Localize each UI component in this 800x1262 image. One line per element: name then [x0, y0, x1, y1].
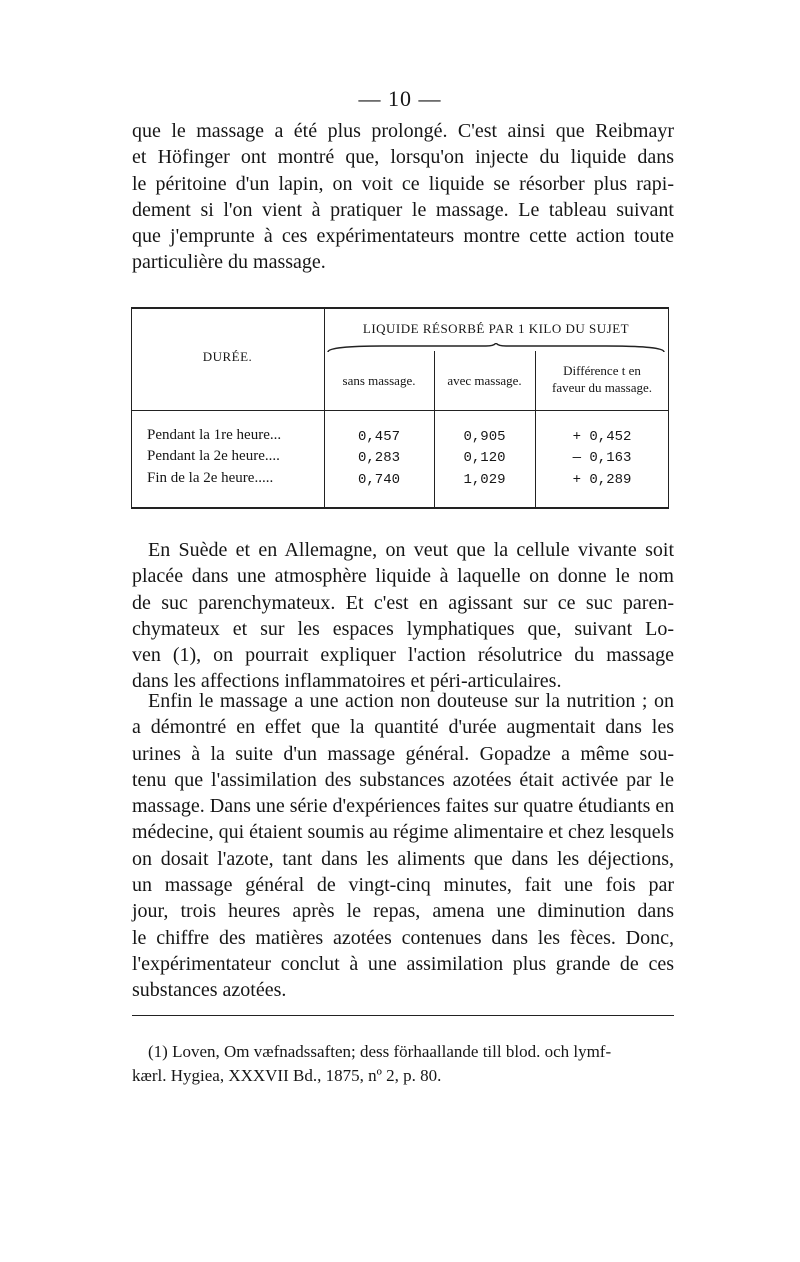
paragraph-1 — [132, 118, 674, 276]
header-brace — [326, 343, 666, 353]
footnote-line: (1) Loven, Om væfnadssaften; dess förhaallande till blod. och lymf- — [148, 1042, 612, 1061]
cell-avec: 1,029 — [463, 472, 506, 488]
table-row-label: Fin de la 2e heure..... — [147, 470, 274, 486]
text-line: le péritoine d'un lapin, on voit ce liquide se résorber plus rapi- — [132, 172, 674, 195]
table-row-label: Pendant la 1re heure... — [147, 427, 282, 443]
cell-avec: 0,120 — [463, 450, 506, 466]
text-line: a démontré en effet que la quantité d'urée augmentait dans les — [132, 716, 674, 739]
text-line: médecine, qui étaient soumis au régime alimentaire et chez lesquels — [132, 821, 675, 844]
cell-sans: 0,457 — [357, 429, 400, 445]
header-difference-line2: faveur du massage. — [552, 380, 652, 395]
text-line: particulière du massage. — [132, 251, 326, 274]
cell-avec: 0,905 — [463, 429, 506, 445]
header-main: LIQUIDE RÉSORBÉ PAR 1 KILO DU SUJET — [362, 321, 630, 336]
page-number: — 10 — — [358, 86, 442, 111]
cell-sans: 0,283 — [357, 450, 400, 466]
footnote-line: kærl. Hygiea, XXXVII Bd., 1875, nº 2, p. 80. — [132, 1066, 442, 1085]
text-line: que j'emprunte à ces expérimentateurs montre cette action toute — [132, 225, 674, 248]
text-line: placée dans une atmosphère liquide à laquelle on donne le nom — [132, 565, 674, 588]
table-left-border — [131, 307, 132, 509]
table-rule-header — [131, 410, 669, 411]
header-difference-line1: Différence t en — [563, 363, 641, 378]
footnote-separator — [132, 1015, 674, 1016]
paragraph-2 — [132, 537, 674, 695]
cell-diff: + 0,289 — [572, 472, 632, 488]
text-line: Enfin le massage a une action non douteuse sur la nutrition ; on — [148, 690, 674, 712]
text-line: massage. Dans une série d'expériences faites sur quatre étudiants en — [132, 795, 675, 818]
table-rule-top — [131, 307, 669, 309]
text-line: que le massage a été plus prolongé. C'est ainsi que Reibmayr — [132, 120, 674, 142]
text-line: de suc parenchymateux. Et c'est en agissant sur ce suc paren- — [132, 591, 674, 614]
header-avec-massage: avec massage. — [447, 373, 522, 388]
header-difference — [535, 362, 669, 396]
header-sans-massage: sans massage. — [342, 373, 416, 388]
footnote — [132, 1040, 674, 1088]
text-line: urines à la suite d'un massage général. Gopadze a même sou- — [132, 742, 674, 765]
text-line: dans les affections inflammatoires et péri-articulaires. — [132, 670, 562, 693]
cell-diff: + 0,452 — [572, 429, 632, 445]
header-duration: DURÉE. — [202, 349, 253, 364]
text-line: on dosait l'azote, tant dans les aliments que dans les déjections, — [132, 847, 674, 870]
text-line: dement si l'on vient à pratiquer le massage. Le tableau suivant — [132, 198, 674, 221]
text-line: et Höfinger ont montré que, lorsqu'on injecte du liquide dans — [132, 146, 674, 169]
table-rule-bottom — [131, 507, 669, 509]
cell-diff: — 0,163 — [572, 450, 632, 466]
table-row-label: Pendant la 2e heure.... — [147, 448, 280, 464]
text-line: le chiffre des matières azotées contenues dans les fèces. Donc, — [132, 926, 674, 949]
text-line: substances azotées. — [132, 979, 287, 1002]
cell-sans: 0,740 — [357, 472, 400, 488]
text-line: jour, trois heures après le repas, amena une diminution dans — [132, 900, 674, 923]
text-line: chymateux et sur les espaces lymphatiques que, suivant Lo- — [132, 617, 674, 640]
text-line: ven (1), on pourrait expliquer l'action résolutrice du massage — [132, 644, 674, 667]
text-line: l'expérimentateur conclut à une assimilation plus grande de ces — [132, 952, 674, 975]
text-line: En Suède et en Allemagne, on veut que la cellule vivante soit — [148, 539, 674, 561]
text-line: tenu que l'assimilation des substances azotées était activée par le — [132, 768, 674, 791]
paragraph-3 — [132, 688, 674, 1004]
resorption-table — [131, 307, 669, 509]
text-line: un massage général de vingt-cinq minutes, fait une fois par — [132, 874, 674, 897]
